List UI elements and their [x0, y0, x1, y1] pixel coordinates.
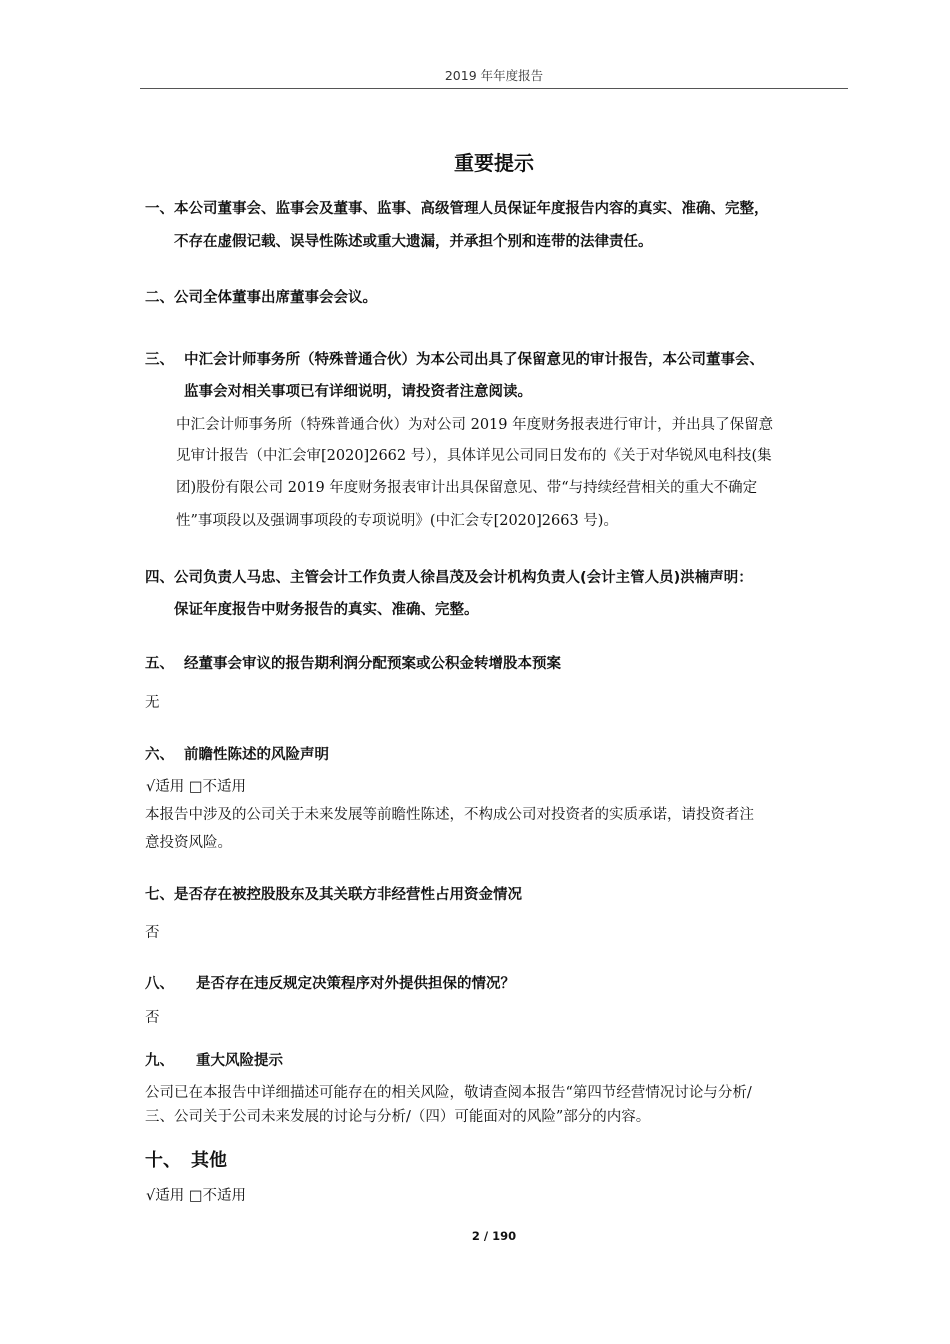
section-7: [145, 883, 522, 904]
section-9-heading: 重大风险提示: [196, 1053, 283, 1069]
section-8-number: 八、: [145, 976, 174, 992]
section-1-heading: 本公司董事会、监事会及董事、监事、高级管理人员保证年度报告内容的真实、准确、完整，: [174, 201, 769, 217]
section-3-line1: [145, 348, 764, 369]
section-4-line1: [145, 566, 753, 587]
section-6-number: 六、: [145, 747, 174, 763]
page-title: 重要提示: [454, 151, 534, 175]
section-5-answer: 无: [145, 695, 160, 711]
section-10-applicability-checkbox: √适用 □不适用: [146, 1188, 247, 1204]
running-header: 2019 年年度报告: [444, 68, 544, 83]
section-2-heading: 公司全体董事出席董事会会议。: [174, 290, 377, 306]
section-7-number: 七、: [145, 887, 174, 903]
section-4-heading: 公司负责人马忠、主管会计工作负责人徐昌茂及会计机构负责人(会计主管人员)洪楠声明：: [174, 570, 753, 586]
section-4-line2: 保证年度报告中财务报告的真实、准确、完整。: [174, 602, 479, 618]
section-8-heading: 是否存在违反规定决策程序对外提供担保的情况？: [196, 976, 515, 992]
section-6-heading: 前瞻性陈述的风险声明: [184, 747, 329, 763]
section-3-body-line4: 性”事项段以及强调事项段的专项说明》(中汇会专[2020]2663 号)。: [176, 513, 618, 529]
section-6: [145, 743, 329, 764]
section-3-number: 三、: [145, 352, 174, 368]
section-3-body-line3: 团)股份有限公司 2019 年度财务报表审计出具保留意见、带“与持续经营相关的重大不确定: [176, 480, 758, 496]
section-3-body-line2: 见审计报告（中汇会审[2020]2662 号），具体详见公司同日发布的《关于对华锐风电科技(集: [176, 448, 772, 464]
section-8-answer: 否: [145, 1010, 160, 1026]
section-6-body-line2: 意投资风险。: [145, 835, 232, 851]
section-5: [145, 652, 561, 673]
section-7-answer: 否: [145, 925, 160, 941]
section-3-heading: 中汇会计师事务所（特殊普通合伙）为本公司出具了保留意见的审计报告，本公司董事会、: [184, 352, 764, 368]
section-5-number: 五、: [145, 656, 174, 672]
section-1-line2: 不存在虚假记载、误导性陈述或重大遗漏，并承担个别和连带的法律责任。: [174, 234, 653, 250]
section-10-heading: 其他: [191, 1150, 227, 1171]
section-9-number: 九、: [145, 1053, 174, 1069]
section-2: [145, 286, 377, 307]
section-3-line2: 监事会对相关事项已有详细说明，请投资者注意阅读。: [184, 384, 532, 400]
section-8: [145, 972, 515, 993]
section-5-heading: 经董事会审议的报告期利润分配预案或公积金转增股本预案: [184, 656, 561, 672]
section-9: [145, 1049, 283, 1070]
section-9-body-line2: 三、公司关于公司未来发展的讨论与分析/（四）可能面对的风险”部分的内容。: [145, 1109, 651, 1125]
section-4-number: 四、: [145, 570, 174, 586]
section-7-heading: 是否存在被控股股东及其关联方非经营性占用资金情况: [174, 887, 522, 903]
section-3-body-line1: 中汇会计师事务所（特殊普通合伙）为对公司 2019 年度财务报表进行审计，并出具了保留意: [176, 417, 774, 433]
header-rule: [140, 88, 848, 89]
section-10: [145, 1146, 227, 1172]
section-2-number: 二、: [145, 290, 174, 306]
page-number: 2 / 190: [471, 1229, 517, 1243]
section-6-body-line1: 本报告中涉及的公司关于未来发展等前瞻性陈述，不构成公司对投资者的实质承诺，请投资者注: [145, 807, 754, 823]
section-10-number: 十、: [145, 1150, 181, 1171]
section-1-number: 一、: [145, 201, 174, 217]
section-9-body-line1: 公司已在本报告中详细描述可能存在的相关风险，敬请查阅本报告“第四节经营情况讨论与分析/: [145, 1085, 752, 1101]
section-1-line1: [145, 197, 769, 218]
section-6-applicability-checkbox: √适用 □不适用: [146, 779, 247, 795]
